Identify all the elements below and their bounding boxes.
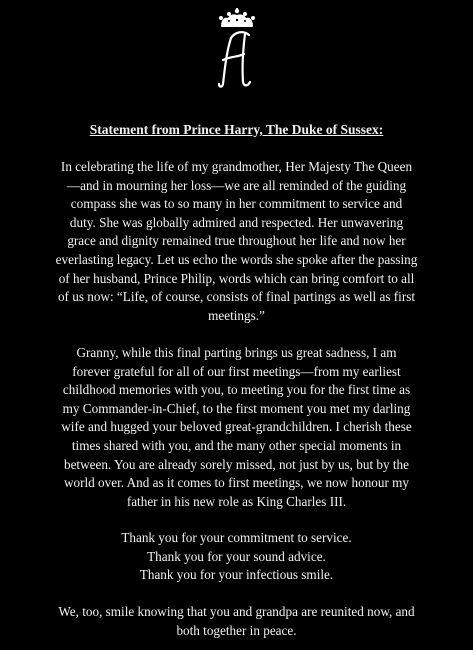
- paragraph-line: duty. She was globally admired and respected. Her unwavering: [69, 214, 404, 230]
- paragraph-line: of us now: “Life, of course, consists of final partings as well as first: [57, 289, 416, 305]
- paragraph-line: times shared with you, and the many other special moments in: [71, 437, 402, 453]
- paragraph-1: [50, 158, 423, 325]
- paragraph-line: both together in peace.: [176, 622, 297, 638]
- paragraph-line: everlasting legacy. Let us echo the words she spoke after the passing: [55, 251, 418, 267]
- paragraph-line: between. You are already sorely missed, not just by us, but by the: [63, 456, 410, 472]
- paragraph-line: compass she was to so many in her commitment to service and: [70, 196, 403, 212]
- paragraph-line: Thank you for your infectious smile.: [139, 567, 334, 583]
- paragraph-line: of her husband, Prince Philip, words which can bring comfort to all: [58, 270, 415, 286]
- paragraph-line: childhood memories with you, to meeting you for the first time as: [62, 382, 411, 398]
- paragraph-line: world over. And as it comes to first meetings, we now honour my: [63, 475, 410, 491]
- paragraph-line: father in his new role as King Charles III.: [126, 493, 347, 509]
- paragraph-line: meetings.”: [208, 307, 265, 323]
- paragraph-2: [50, 344, 423, 511]
- paragraph-line: In celebrating the life of my grandmother, Her Majesty The Queen: [60, 159, 413, 174]
- statement-heading: Statement from Prince Harry, The Duke of Sussex:: [89, 122, 384, 137]
- crowned-h-monogram-icon: [213, 8, 261, 90]
- paragraph-line: Thank you for your commitment to service.: [121, 530, 352, 545]
- paragraph-line: Thank you for your sound advice.: [147, 548, 326, 564]
- paragraph-line: grace and dignity remained true throughout her life and now her: [67, 233, 406, 249]
- paragraph-line: Granny, while this final parting brings us great sadness, I am: [76, 345, 397, 360]
- paragraph-line: my Commander-in-Chief, to the first moment you met my darling: [62, 400, 411, 416]
- paragraph-line: forever grateful for all of our first meetings—from my earliest: [72, 363, 401, 379]
- paragraph-line: wife and hugged your beloved great-grandchildren. I cherish these: [61, 419, 412, 435]
- paragraph-line: We, too, smile knowing that you and grandpa are reunited now, and: [58, 604, 415, 619]
- paragraph-line: —and in mourning her loss—we are all reminded of the guiding: [66, 177, 407, 193]
- paragraph-3: [50, 529, 423, 585]
- paragraph-4: [40, 603, 433, 640]
